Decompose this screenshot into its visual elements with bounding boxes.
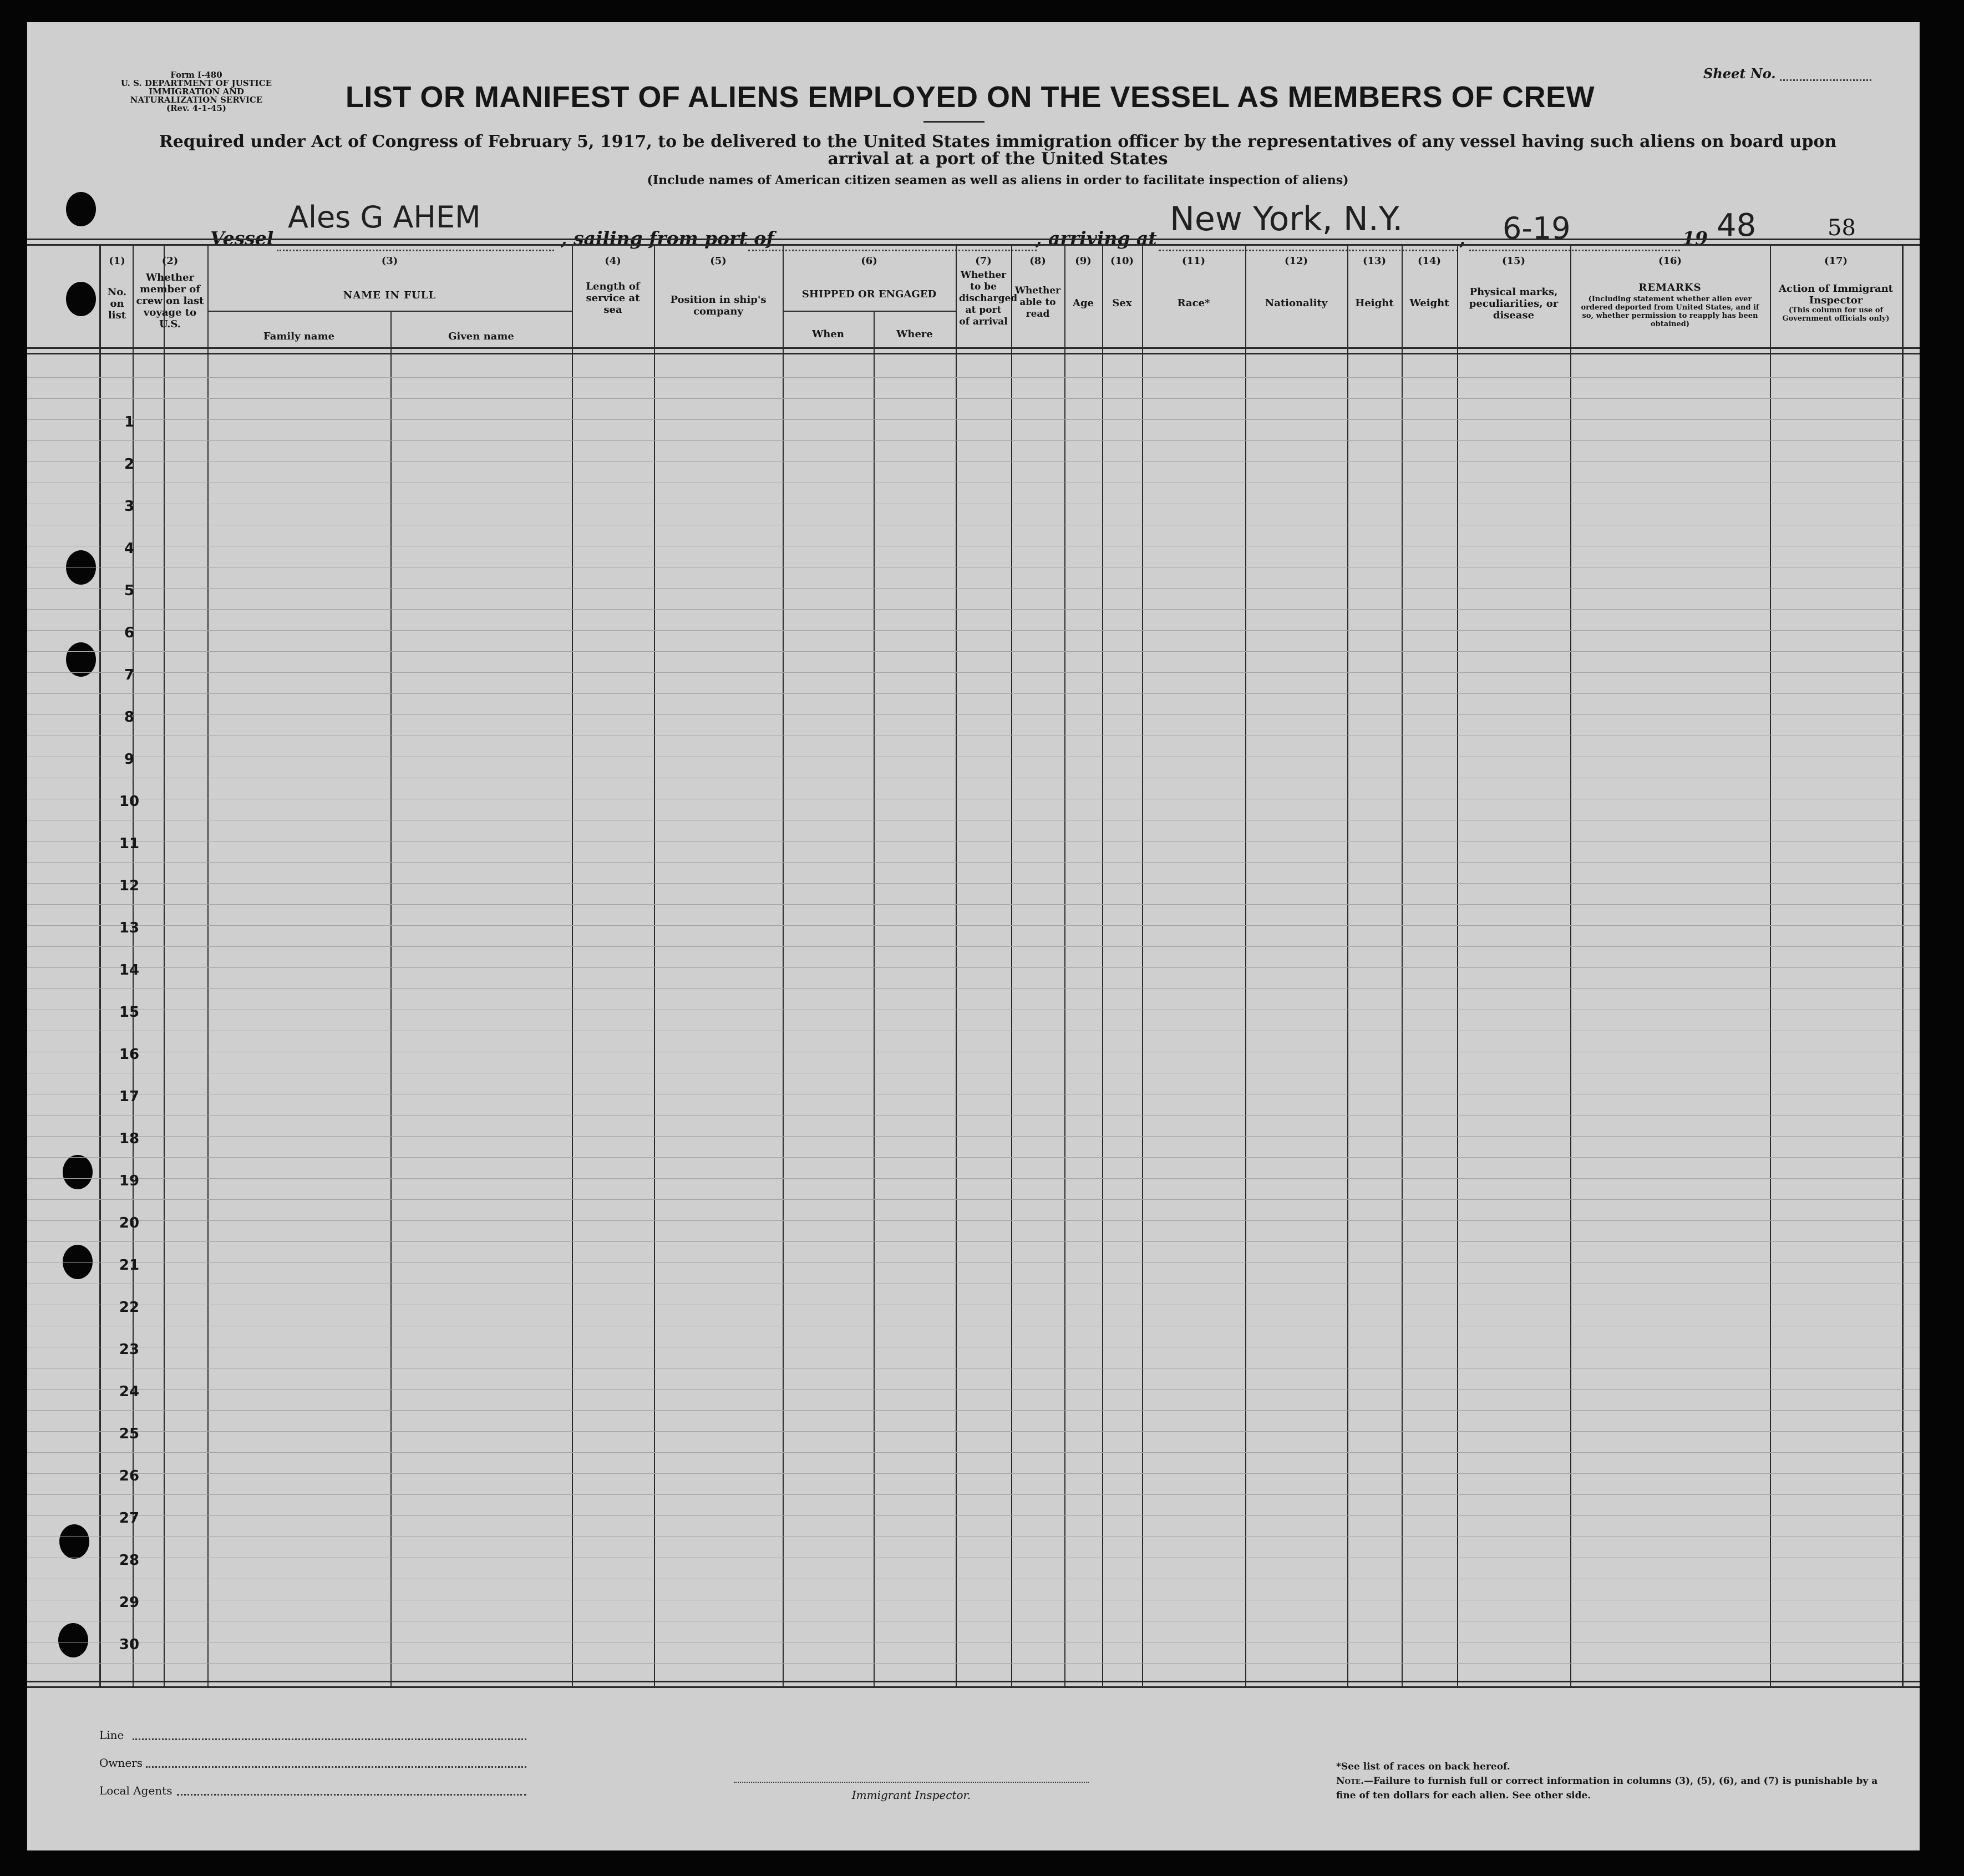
ruled-line: [27, 693, 1920, 694]
column-rule: [1011, 244, 1012, 1686]
ruled-line: [27, 1515, 1920, 1516]
arriving-label: , arriving at: [1036, 227, 1157, 249]
column-rule: [654, 244, 655, 1686]
vessel-name-blank: [277, 250, 554, 251]
row-number: 15: [119, 1004, 140, 1021]
column-header-when: When: [812, 328, 844, 340]
column-header-sex: Sex: [1112, 297, 1132, 309]
footer-notes: [1336, 1760, 1880, 1803]
column-header-where: Where: [896, 328, 933, 340]
column-rule: [1457, 244, 1458, 1686]
row-number: 18: [119, 1130, 140, 1147]
ruled-line: [27, 1473, 1920, 1474]
ruled-line: [27, 651, 1920, 652]
row-number: 3: [124, 498, 135, 515]
row-number: 9: [124, 751, 135, 768]
ruled-line: [27, 630, 1920, 631]
column-number: (9): [1075, 255, 1092, 267]
table-bottom-rule: [27, 1681, 1920, 1682]
row-number: 21: [119, 1257, 140, 1274]
punch-hole: [58, 1623, 88, 1657]
row-number: 17: [119, 1088, 140, 1105]
column-rule: [1570, 244, 1571, 1686]
ruled-line: [27, 862, 1920, 863]
inspector-signature-line[interactable]: [734, 1782, 1089, 1783]
ruled-line: [27, 419, 1920, 420]
vessel-label: Vessel: [210, 227, 274, 249]
ruled-line: [27, 988, 1920, 989]
column-number: (6): [861, 255, 877, 267]
column-rule: [572, 244, 573, 1686]
column-header-no: No. on list: [107, 286, 127, 321]
ruled-line: [27, 925, 1920, 926]
row-number: 8: [124, 709, 135, 726]
ruled-line: [27, 1220, 1920, 1221]
column-rule: [1770, 244, 1771, 1686]
punch-hole: [66, 550, 96, 585]
column-number: (7): [975, 255, 992, 267]
column-header-length-of-service: Length of service at sea: [586, 281, 640, 316]
arriving-port-blank: [1159, 250, 1458, 251]
row-number: 16: [119, 1046, 140, 1063]
owners-blank[interactable]: [146, 1766, 526, 1768]
column-rule: [1402, 244, 1403, 1686]
row-number: 5: [124, 582, 135, 599]
local-agents-label: Local Agents: [99, 1784, 172, 1797]
column-rule: [1347, 244, 1348, 1686]
ruled-line: [27, 398, 1920, 399]
form-number: Form I-480: [170, 70, 222, 80]
ruled-line: [27, 883, 1920, 884]
penalty-note: [1336, 1774, 1880, 1803]
arriving-port-value[interactable]: New York, N.Y.: [1170, 200, 1403, 239]
ruled-line: [27, 1157, 1920, 1158]
column-rule: [783, 244, 784, 1686]
punch-hole: [59, 1524, 89, 1559]
column-rule: [956, 244, 957, 1686]
row-number: 1: [124, 414, 135, 430]
row-number: 6: [124, 625, 135, 641]
ruled-line: [27, 714, 1920, 715]
column-rule: [874, 311, 875, 1686]
column-header-age: Age: [1072, 297, 1094, 309]
page-number: 58: [1828, 215, 1856, 241]
row-number: 24: [119, 1383, 140, 1400]
sheet-number-blank[interactable]: [1780, 79, 1871, 81]
column-header-family-name: Family name: [263, 331, 335, 342]
ruled-line: [27, 672, 1920, 673]
column-number: (3): [381, 255, 398, 267]
ruled-line: [27, 1452, 1920, 1453]
row-number: 28: [119, 1552, 140, 1569]
column-header-height: Height: [1355, 297, 1394, 309]
column-header-inspector-action: Action of Immigrant Inspector: [1779, 283, 1893, 306]
column-number: (10): [1110, 255, 1134, 267]
ruled-line: [27, 1663, 1920, 1664]
ruled-line: [27, 1241, 1920, 1242]
vessel-name-value[interactable]: Ales G AHEM: [288, 200, 481, 235]
table-top-rule-inner: [27, 244, 1920, 246]
column-header-name: NAME IN FULL: [343, 290, 437, 301]
row-number: 19: [119, 1173, 140, 1189]
column-header-discharged: Whether to be discharged at port of arrival: [959, 270, 1018, 327]
service-name: IMMIGRATION AND NATURALIZATION SERVICE: [130, 87, 263, 105]
column-note-inspector-action: (This column for use of Government officials only): [1782, 306, 1890, 323]
column-header-given-name: Given name: [448, 331, 514, 342]
column-number: (2): [161, 255, 179, 267]
column-header-crew-last-voyage: Whether member of crew on last voyage to U.S.: [136, 272, 204, 330]
ruled-line: [27, 1431, 1920, 1432]
column-rule: [1142, 244, 1143, 1686]
row-number: 26: [119, 1468, 140, 1484]
column-number: (17): [1824, 255, 1848, 267]
ruled-line: [27, 967, 1920, 968]
column-number: (11): [1181, 255, 1206, 267]
date-separator: ,: [1459, 227, 1466, 249]
punch-hole: [66, 642, 96, 677]
punch-hole: [66, 282, 96, 316]
arrival-date-blank: [1469, 250, 1680, 251]
column-rule: [1064, 244, 1065, 1686]
column-number: (15): [1501, 255, 1526, 267]
column-header-remarks: REMARKS: [1638, 282, 1702, 293]
ruled-line: [27, 609, 1920, 610]
column-number: (13): [1362, 255, 1387, 267]
race-note: *See list of races on back hereof.: [1336, 1761, 1510, 1772]
column-number: (1): [109, 255, 125, 267]
name-subheader-rule: [207, 311, 572, 312]
column-note-remarks: (Including statement whether alien ever ordered deported from United States, and if so, whether permission to reapply has been obtained): [1581, 295, 1759, 328]
table-top-rule: [27, 239, 1920, 240]
sheet-number-label: Sheet No.: [1703, 65, 1776, 82]
column-header-position: Position in ship's company: [670, 294, 767, 317]
manifest-sheet: [27, 22, 1920, 1850]
form-revision: (Rev. 4-1-45): [166, 103, 227, 113]
row-number: 23: [119, 1341, 140, 1358]
ruled-line: [27, 1494, 1920, 1495]
ruled-line: [27, 440, 1920, 441]
line-blank[interactable]: [133, 1738, 526, 1740]
sheet-number-field: [1703, 65, 1776, 82]
row-number: 29: [119, 1594, 140, 1611]
column-rule: [1102, 244, 1103, 1686]
column-number: (4): [605, 255, 621, 267]
line-label: Line: [99, 1728, 124, 1742]
column-header-race: Race*: [1177, 297, 1210, 309]
column-rule: [1245, 244, 1246, 1686]
row-number: 27: [119, 1510, 140, 1527]
column-number: (5): [710, 255, 727, 267]
instruction-text: (Include names of American citizen seamen as well as aliens in order to facilitate inspection of aliens): [647, 173, 1349, 187]
column-header-able-to-read: Whether able to read: [1014, 285, 1061, 320]
row-number: 22: [119, 1299, 140, 1316]
row-number: 4: [124, 540, 135, 557]
column-header-physical-marks: Physical marks, peculiarities, or disease: [1469, 286, 1559, 321]
column-rule: [99, 244, 101, 1686]
ruled-line: [27, 1136, 1920, 1137]
column-number: (14): [1417, 255, 1442, 267]
column-number: (8): [1029, 255, 1046, 267]
shipped-subheader-rule: [783, 311, 956, 312]
row-number: 20: [119, 1215, 140, 1231]
header-bottom-rule: [27, 347, 1920, 349]
row-number: 2: [124, 456, 135, 473]
department-name: U. S. DEPARTMENT OF JUSTICE: [120, 78, 272, 88]
punch-hole: [63, 1245, 93, 1279]
sailing-label: , sailing from port of: [561, 227, 774, 249]
header-bottom-rule-inner: [27, 353, 1920, 354]
column-header-nationality: Nationality: [1265, 297, 1328, 309]
table-bottom-rule-inner: [27, 1686, 1920, 1688]
page-title: LIST OR MANIFEST OF ALIENS EMPLOYED ON THE VESSEL AS MEMBERS OF CREW: [345, 80, 1595, 114]
row-number: 13: [119, 920, 140, 936]
year-prefix: 19: [1682, 227, 1708, 249]
note-text: —Failure to furnish full or correct information in columns (3), (5), (6), and (7) is punishable by a fine of ten dollars for each alien. See other side.: [1336, 1776, 1878, 1801]
inspector-label: Immigrant Inspector.: [851, 1788, 971, 1802]
ruled-line: [27, 946, 1920, 947]
column-rule: [390, 311, 392, 1686]
row-number: 12: [119, 878, 140, 894]
arrival-date-value[interactable]: 6-19: [1503, 211, 1571, 246]
column-header-weight: Weight: [1409, 297, 1449, 309]
ruled-line: [27, 1410, 1920, 1411]
row-number: 11: [119, 835, 140, 852]
column-rule: [207, 244, 209, 1686]
ruled-line: [27, 1115, 1920, 1116]
owners-label: Owners: [99, 1756, 143, 1769]
row-number: 30: [119, 1636, 140, 1653]
row-number: 14: [119, 962, 140, 978]
column-number: (12): [1284, 255, 1308, 267]
column-number: (16): [1658, 255, 1682, 267]
local-agents-blank[interactable]: [177, 1794, 526, 1796]
column-rule: [164, 244, 165, 1686]
punch-hole: [63, 1155, 93, 1189]
title-underline: [923, 121, 984, 123]
subtitle: Required under Act of Congress of February 5, 1917, to be delivered to the United States immigration officer by the representatives of any vessel having such aliens on board upon arrival at a port of the United States: [159, 132, 1837, 169]
ruled-line: [27, 377, 1920, 378]
column-header-shipped-engaged: SHIPPED OR ENGAGED: [801, 288, 937, 300]
sailing-port-blank: [748, 250, 1037, 251]
ruled-line: [27, 1178, 1920, 1179]
punch-hole: [66, 192, 96, 226]
ruled-line: [27, 904, 1920, 905]
ruled-line: [27, 588, 1920, 589]
column-rule: [1902, 244, 1904, 1686]
note-label: Note.: [1336, 1776, 1364, 1787]
ruled-line: [27, 1389, 1920, 1390]
row-number: 7: [124, 667, 135, 683]
ruled-line: [27, 1199, 1920, 1200]
row-number: 25: [119, 1426, 140, 1442]
row-number: 10: [119, 793, 140, 810]
year-value[interactable]: 48: [1717, 207, 1757, 244]
